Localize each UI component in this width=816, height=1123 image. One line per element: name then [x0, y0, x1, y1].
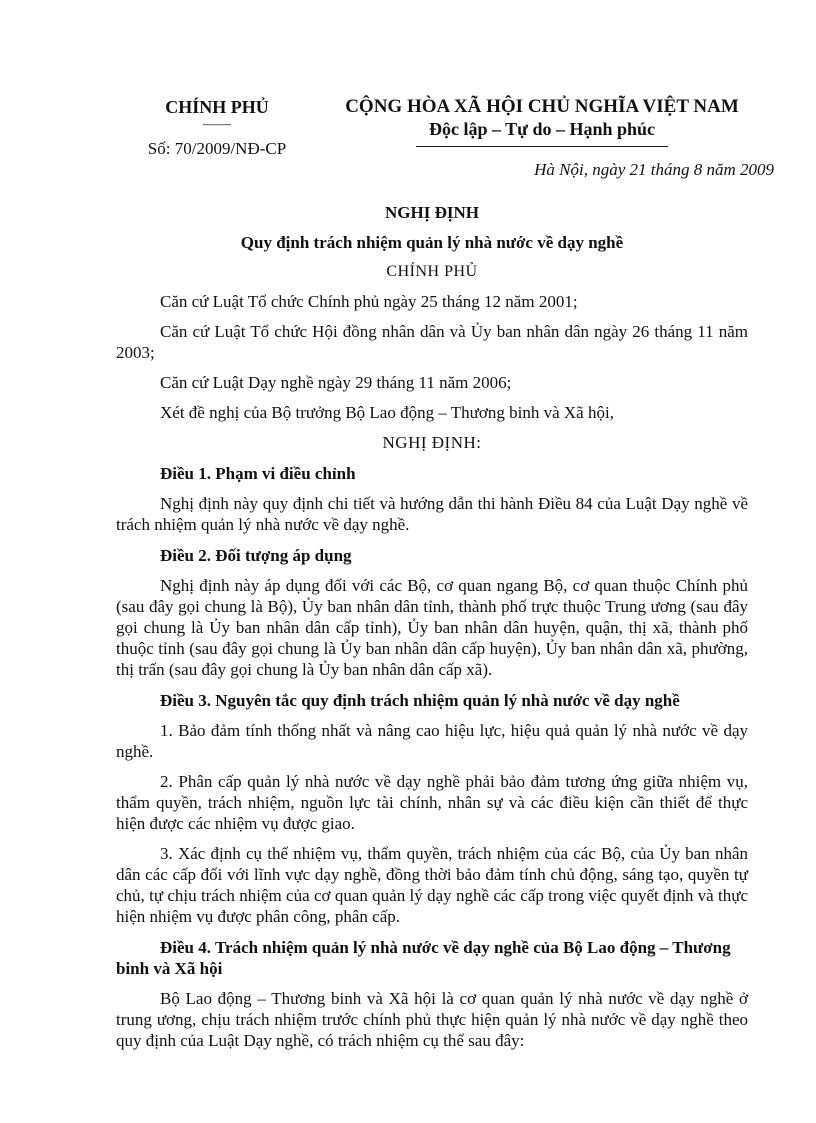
- article-3-heading: Điều 3. Nguyên tắc quy định trách nhiệm quản lý nhà nước về dạy nghề: [160, 691, 680, 710]
- article-3-item: 1. Bảo đảm tính thống nhất và nâng cao hiệu lực, hiệu quả quản lý nhà nước về dạy nghề.: [116, 721, 748, 761]
- decree-title: NGHỊ ĐỊNH: [385, 203, 479, 222]
- article-3-item: 2. Phân cấp quản lý nhà nước về dạy nghề phải bảo đảm tương ứng giữa nhiệm vụ, thẩm quyền, trách nhiệm, nguồn lực tài chính, nhân sự và các điều kiện cần thiết để thực hiện được các nhiệm vụ được giao.: [116, 772, 748, 833]
- place-date: Hà Nội, ngày 21 tháng 8 năm 2009: [534, 160, 774, 179]
- decrees-label: NGHỊ ĐỊNH:: [382, 433, 482, 452]
- document-body: [116, 198, 748, 1051]
- agency-block: [112, 96, 322, 160]
- national-block: [322, 96, 762, 147]
- national-motto: Độc lập – Tự do – Hạnh phúc: [428, 119, 656, 139]
- legal-basis: Xét đề nghị của Bộ trưởng Bộ Lao động – Thương binh và Xã hội,: [160, 403, 614, 422]
- decree-subtitle: Quy định trách nhiệm quản lý nhà nước về dạy nghề: [240, 233, 624, 252]
- article-4-text: Bộ Lao động – Thương binh và Xã hội là cơ quan quản lý nhà nước về dạy nghề ở trung ương, chịu trách nhiệm trước chính phủ thực hiện quản lý nhà nước về dạy nghề theo quy định của Luật Dạy nghề, có trách nhiệm cụ thể sau đây:: [116, 989, 748, 1050]
- motto-underline: [416, 146, 668, 147]
- article-4-heading: Điều 4. Trách nhiệm quản lý nhà nước về dạy nghề của Bộ Lao động – Thương binh và Xã hội: [116, 938, 731, 978]
- article-2-text: Nghị định này áp dụng đối với các Bộ, cơ quan ngang Bộ, cơ quan thuộc Chính phủ (sau đây gọi chung là Bộ), Ủy ban nhân dân tỉnh, thành phố trực thuộc Trung ương (sau đây gọi chung là Ủy ban nhân dân cấp tỉnh), Ủy ban nhân dân huyện, quận, thị xã, thành phố thuộc tỉnh (sau đây gọi chung là Ủy ban nhân dân cấp huyện), Ủy ban nhân dân xã, phường, thị trấn (sau đây gọi chung là Ủy ban nhân dân cấp xã).: [116, 576, 748, 679]
- legal-basis: Căn cứ Luật Dạy nghề ngày 29 tháng 11 năm 2006;: [160, 373, 512, 392]
- nation-title: CỘNG HÒA XÃ HỘI CHỦ NGHĨA VIỆT NAM: [345, 96, 739, 117]
- article-2-heading: Điều 2. Đối tượng áp dụng: [160, 546, 352, 565]
- article-1-text: Nghị định này quy định chi tiết và hướng dẫn thi hành Điều 84 của Luật Dạy nghề về trách nhiệm quản lý nhà nước về dạy nghề.: [116, 494, 748, 534]
- article-3-item: 3. Xác định cụ thể nhiệm vụ, thẩm quyền, trách nhiệm của các Bộ, của Ủy ban nhân dân các cấp đối với lĩnh vực dạy nghề, đồng thời bảo đảm tính chủ động, sáng tạo, quyền tự chủ, tự chịu trách nhiệm của cơ quan quản lý dạy nghề các cấp trong việc quyết định và thực hiện nhiệm vụ được phân công, phân cấp.: [116, 844, 748, 926]
- document-number: Số: 70/2009/NĐ-CP: [147, 139, 287, 158]
- agency-name: CHÍNH PHỦ: [165, 97, 269, 117]
- legal-basis: Căn cứ Luật Tổ chức Hội đồng nhân dân và Ủy ban nhân dân ngày 26 tháng 11 năm 2003;: [116, 322, 748, 362]
- decree-issuer: CHÍNH PHỦ: [386, 263, 478, 280]
- legal-basis: Căn cứ Luật Tổ chức Chính phủ ngày 25 tháng 12 năm 2001;: [160, 292, 578, 311]
- article-1-heading: Điều 1. Phạm vi điều chỉnh: [160, 464, 356, 483]
- agency-rule: ——: [203, 117, 231, 132]
